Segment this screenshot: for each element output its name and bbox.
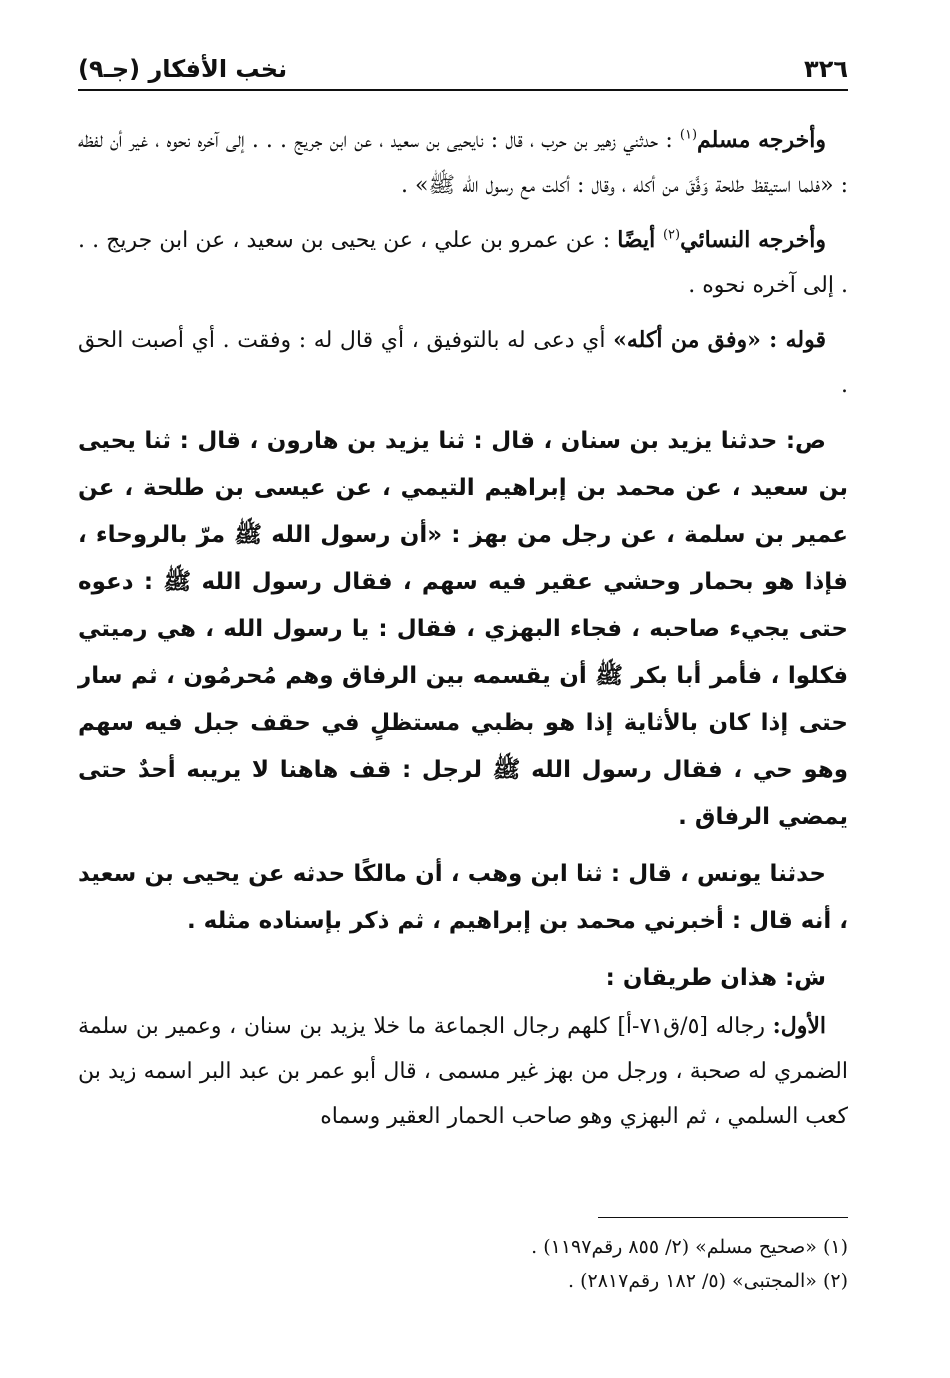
main-text	[78, 118, 848, 1149]
commentary-heading	[78, 955, 848, 1002]
paragraph-lead: الأول:	[772, 1013, 826, 1039]
paragraph-muslim	[78, 118, 848, 208]
paragraph-text: ش: هذان طريقان :	[605, 965, 826, 991]
paragraph-lead: قوله : «وفق من أكله»	[613, 327, 826, 353]
running-header	[78, 55, 848, 91]
footnote-separator	[598, 1217, 848, 1218]
running-title: نخب الأفكار (جـ٩)	[78, 55, 288, 83]
hadith-text	[78, 418, 848, 841]
footnotes	[78, 1230, 848, 1298]
footnote-1: (١) «صحيح مسلم» (٢/ ٨٥٥ رقم١١٩٧) .	[531, 1236, 848, 1258]
paragraph-first-route	[78, 1004, 848, 1139]
paragraph-lead-2: أيضًا	[617, 227, 663, 253]
paragraph-qawluhu	[78, 318, 848, 408]
paragraph-nasai	[78, 218, 848, 308]
paragraph-lead: وأخرجه النسائي	[680, 227, 826, 253]
paragraph-lead: وأخرجه مسلم	[697, 127, 827, 153]
footnote-ref: (١)	[679, 127, 698, 143]
page-number: ٣٢٦	[804, 55, 848, 83]
paragraph-text: ص: حدثنا يزيد بن سنان ، قال : ثنا يزيد بن هارون ، قال : ثنا يحيى بن سعيد ، عن محمد بن إبراهيم التيمي ، عن عيسى بن طلحة ، عن عمير بن سلمة ، عن رجل من بهز : «أن رسول الله ﷺ مرّ بالروحاء ، فإذا هو بحمار وحشي عقير فيه سهم ، فقال رسول الله ﷺ : دعوه حتى يجيء صاحبه ، فجاء البهزي ، فقال : يا رسول الله ، هي رميتي فكلوا ، فأمر أبا بكر ﷺ أن يقسمه بين الرفاق وهم مُحرمُون ، ثم سار حتى إذا كان بالأثاية إذا هو بظبي مستظلٍ في حقف جبل فيه سهم وهو حي ، فقال رسول الله ﷺ لرجل : قف هاهنا لا يريبه أحدٌ حتى يمضي الرفاق .	[78, 428, 848, 830]
footnote-ref: (٢)	[662, 227, 681, 243]
paragraph-text: : عن عمرو بن علي ، عن يحيى بن سعيد ، عن ابن جريج . . . إلى آخره نحوه .	[78, 228, 848, 298]
paragraph-text: أي دعى له بالتوفيق ، أي قال له : وفقت . أي أصبت الحق .	[78, 328, 848, 398]
hadith-chain	[78, 851, 848, 945]
footnote-2: (٢) «المجتبى» (٥/ ١٨٢ رقم٢٨١٧) .	[568, 1270, 848, 1292]
paragraph-text: حدثنا يونس ، قال : ثنا ابن وهب ، أن مالكًا حدثه عن يحيى بن سعيد ، أنه قال : أخبرني محمد بن إبراهيم ، ثم ذكر بإسناده مثله .	[78, 861, 848, 934]
paragraph-text: رجاله [٥/ق٧١-أ] كلهم رجال الجماعة ما خلا يزيد بن سنان ، وعمير بن سلمة الضمري له صحبة ، ورجل من بهز غير مسمى ، قال أبو عمر بن عبد البر اسمه زيد بن كعب السلمي ، ثم البهزي وهو صاحب الحمار العقير وسماه	[78, 1014, 848, 1129]
paragraph-text: : حدثني زهير بن حرب ، قال : نايحيى بن سعيد ، عن ابن جريج . . . إلى آخره نحوه ، غير أن لفظه : «فلما استيقظ طلحة وَفَّقَ من أكله ، وقال : أكلت مع رسول الله ﷺ» .	[78, 128, 848, 198]
